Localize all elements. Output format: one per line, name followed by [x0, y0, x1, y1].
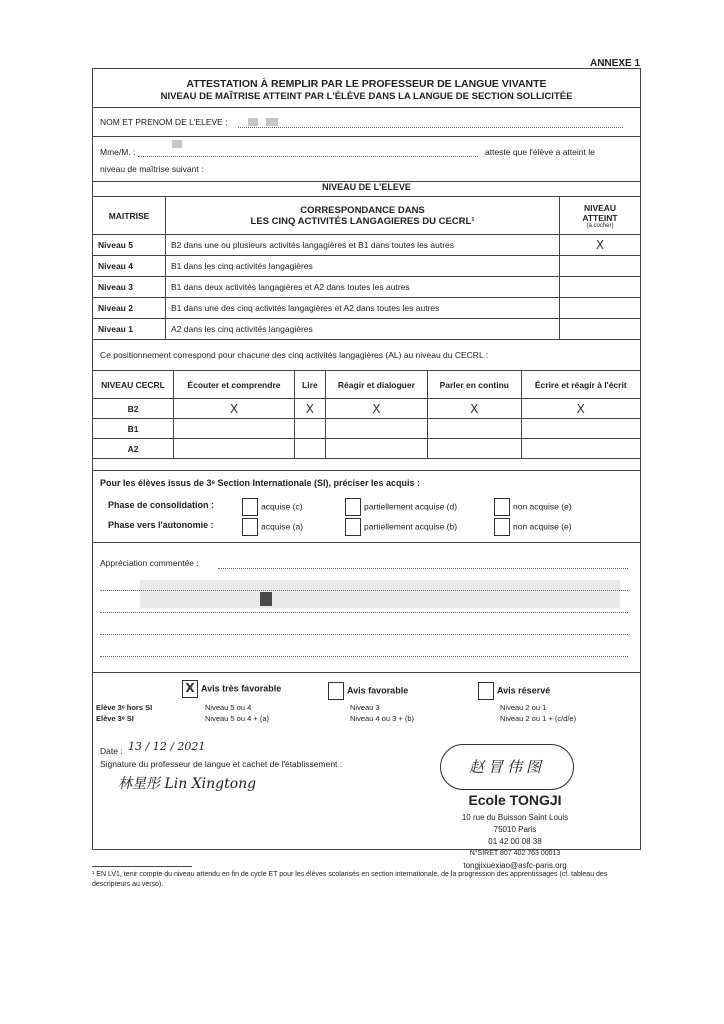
avis-r-detail: Niveau 2 ou 1 Niveau 2 ou 1 + (c/d/e) — [500, 703, 577, 723]
niveau-desc: B2 dans une ou plusieurs activités langagières et B1 dans toutes les autres — [166, 235, 560, 256]
al-header: NIVEAU CECRL — [93, 371, 174, 399]
appreciation-dots — [218, 568, 628, 569]
mme-label: Mme/M. : — [100, 147, 136, 157]
niveau-checkbox[interactable] — [560, 298, 641, 319]
appreciation-dots — [100, 634, 628, 635]
niveau-caption: NIVEAU DE L'ELEVE — [322, 182, 411, 192]
checkbox-icon — [242, 518, 258, 536]
date-value[interactable]: 13 / 12 / 2021 — [128, 740, 206, 753]
al-checkbox[interactable]: X — [325, 399, 427, 419]
al-checkbox[interactable] — [428, 439, 521, 459]
al-header: Lire — [294, 371, 325, 399]
niveau-row — [93, 277, 641, 298]
stamp-address: 10 rue du Buisson Saint Louis 75010 Paris 01 42 00 08 38 N°SIRET 807 402 763 00013 tongjixuexiao@asfc-paris.org — [461, 813, 569, 870]
si-title: Pour les élèves issus de 3ᵉ Section Internationale (SI), préciser les acquis : — [100, 478, 421, 488]
checkbox-icon — [494, 498, 510, 516]
niveau-checkbox[interactable] — [560, 319, 641, 340]
redacted-comment — [140, 580, 620, 608]
signature-label: Signature du professeur de langue et cachet de l'établissement : — [100, 759, 343, 769]
al-checkbox[interactable] — [521, 419, 640, 439]
niveau-table — [92, 196, 641, 340]
checkbox-checked-icon: X — [182, 680, 198, 698]
avis-tf-detail: Niveau 5 ou 4 Niveau 5 ou 4 + (a) — [205, 703, 269, 723]
col-correspondance: CORRESPONDANCE DANS LES CINQ ACTIVITÉS LANGAGIERES DU CECRL¹ — [166, 197, 560, 235]
divider — [92, 136, 641, 137]
al-checkbox[interactable]: X — [428, 399, 521, 419]
checkbox-icon — [478, 682, 494, 700]
opt-acquise-a[interactable]: acquise (a) — [242, 518, 303, 536]
opt-non-e2[interactable]: non acquise (e) — [494, 518, 572, 536]
al-header: Parler en continu — [428, 371, 521, 399]
divider — [92, 672, 641, 673]
niveau-checkbox[interactable] — [560, 256, 641, 277]
redacted-teacher — [172, 140, 182, 148]
col-maitrise: MAITRISE — [93, 197, 166, 235]
niveau-desc: B1 dans deux activités langagières et A2 dans toutes les autres — [166, 277, 560, 298]
avis-f-detail: Niveau 3 Niveau 4 ou 3 + (b) — [350, 703, 414, 723]
al-header: Écrire et réagir à l'écrit — [521, 371, 640, 399]
al-checkbox[interactable]: X — [521, 399, 640, 419]
mme-dots — [138, 156, 478, 157]
checkbox-icon — [345, 518, 361, 536]
al-header: Écouter et comprendre — [174, 371, 295, 399]
niveau-desc: B1 dans les cinq activités langagières — [166, 256, 560, 277]
niveau-desc: A2 dans les cinq activités langagières — [166, 319, 560, 340]
opt-acquise-c[interactable]: acquise (c) — [242, 498, 303, 516]
form-title: ATTESTATION À REMPLIR PAR LE PROFESSEUR DE LANGUE VIVANTE — [186, 78, 547, 90]
al-row — [93, 399, 641, 419]
niveau-row — [93, 235, 641, 256]
niveau-suivant-text: niveau de maîtrise suivant : — [100, 164, 204, 174]
appreciation-dots — [100, 612, 628, 613]
niveau-label: Niveau 3 — [93, 277, 166, 298]
annex-label: ANNEXE 1 — [589, 58, 640, 69]
al-checkbox[interactable] — [325, 419, 427, 439]
phase1-label: Phase de consolidation : — [108, 500, 215, 510]
niveau-label: Niveau 2 — [93, 298, 166, 319]
niveau-label: Niveau 4 — [93, 256, 166, 277]
form-header — [92, 68, 641, 108]
teacher-signature: 林星彤 Lin Xingtong — [118, 776, 257, 792]
footnote-rule — [92, 866, 192, 867]
footnote: ¹ EN LV1, tenir compte du niveau attendu en fin de cycle ET pour les élèves scolarisés en section internationale, de la progression des apprentissages (cf. tableau des descripteurs au verso). — [92, 871, 608, 888]
niveau-checkbox[interactable] — [560, 277, 641, 298]
phase2-label: Phase vers l'autonomie : — [108, 520, 214, 530]
al-level: B1 — [93, 419, 174, 439]
appreciation-label: Appréciation commentée : — [100, 558, 199, 568]
al-checkbox[interactable] — [428, 419, 521, 439]
stamp-signature — [440, 744, 574, 790]
al-checkbox[interactable] — [174, 439, 295, 459]
al-row — [93, 419, 641, 439]
col-niveau-atteint: NIVEAU ATTEINT (à cocher) — [560, 197, 641, 235]
atteste-text: atteste que l'élève a atteint le — [485, 147, 595, 157]
niveau-label: Niveau 1 — [93, 319, 166, 340]
checkbox-icon — [328, 682, 344, 700]
checkbox-icon — [345, 498, 361, 516]
opt-partiel-d[interactable]: partiellement acquise (d) — [345, 498, 457, 516]
niveau-row — [93, 319, 641, 340]
opt-non-e[interactable]: non acquise (e) — [494, 498, 572, 516]
al-checkbox[interactable]: X — [174, 399, 295, 419]
al-checkbox[interactable]: X — [294, 399, 325, 419]
al-checkbox[interactable] — [174, 419, 295, 439]
al-level: A2 — [93, 439, 174, 459]
divider — [92, 542, 641, 543]
nom-dots — [238, 127, 623, 128]
al-intro: Ce positionnement correspond pour chacune des cinq activités langagières (AL) au niveau du CECRL : — [100, 350, 489, 360]
nom-label: NOM ET PRENOM DE L'ELEVE : — [100, 117, 228, 127]
form-subtitle: NIVEAU DE MAÎTRISE ATTEINT PAR L'ÉLÈVE DANS LA LANGUE DE SECTION SOLLICITÉE — [160, 91, 573, 102]
niveau-row — [93, 298, 641, 319]
stamp-school-name: Ecole TONGJI — [468, 792, 562, 808]
eleve-labels: Elève 3ᵉ hors SI Elève 3ᵉ SI — [96, 703, 153, 723]
al-level: B2 — [93, 399, 174, 419]
date-label: Date : — [100, 746, 123, 756]
al-row — [93, 439, 641, 459]
opt-partiel-b[interactable]: partiellement acquise (b) — [345, 518, 457, 536]
checkbox-icon — [494, 518, 510, 536]
niveau-label: Niveau 5 — [93, 235, 166, 256]
al-checkbox[interactable] — [521, 439, 640, 459]
redacted-comment-dark — [260, 592, 272, 606]
avis-tres-favorable[interactable]: X Avis très favorable — [182, 680, 281, 698]
niveau-row — [93, 256, 641, 277]
avis-favorable[interactable]: Avis favorable — [328, 682, 408, 700]
al-checkbox[interactable] — [294, 439, 325, 459]
stamp-chinese: 赵冒伟图 — [468, 759, 545, 776]
niveau-desc: B1 dans une des cinq activités langagières et A2 dans toutes les autres — [166, 298, 560, 319]
checkbox-icon — [242, 498, 258, 516]
al-table — [92, 370, 641, 459]
niveau-checkbox[interactable]: X — [560, 235, 641, 256]
avis-reserve[interactable]: Avis réservé — [478, 682, 550, 700]
divider — [92, 470, 641, 471]
appreciation-dots — [100, 656, 628, 657]
redacted-name — [248, 118, 258, 126]
redacted-name-2 — [266, 118, 278, 126]
al-checkbox[interactable] — [294, 419, 325, 439]
al-header: Réagir et dialoguer — [325, 371, 427, 399]
al-checkbox[interactable] — [325, 439, 427, 459]
